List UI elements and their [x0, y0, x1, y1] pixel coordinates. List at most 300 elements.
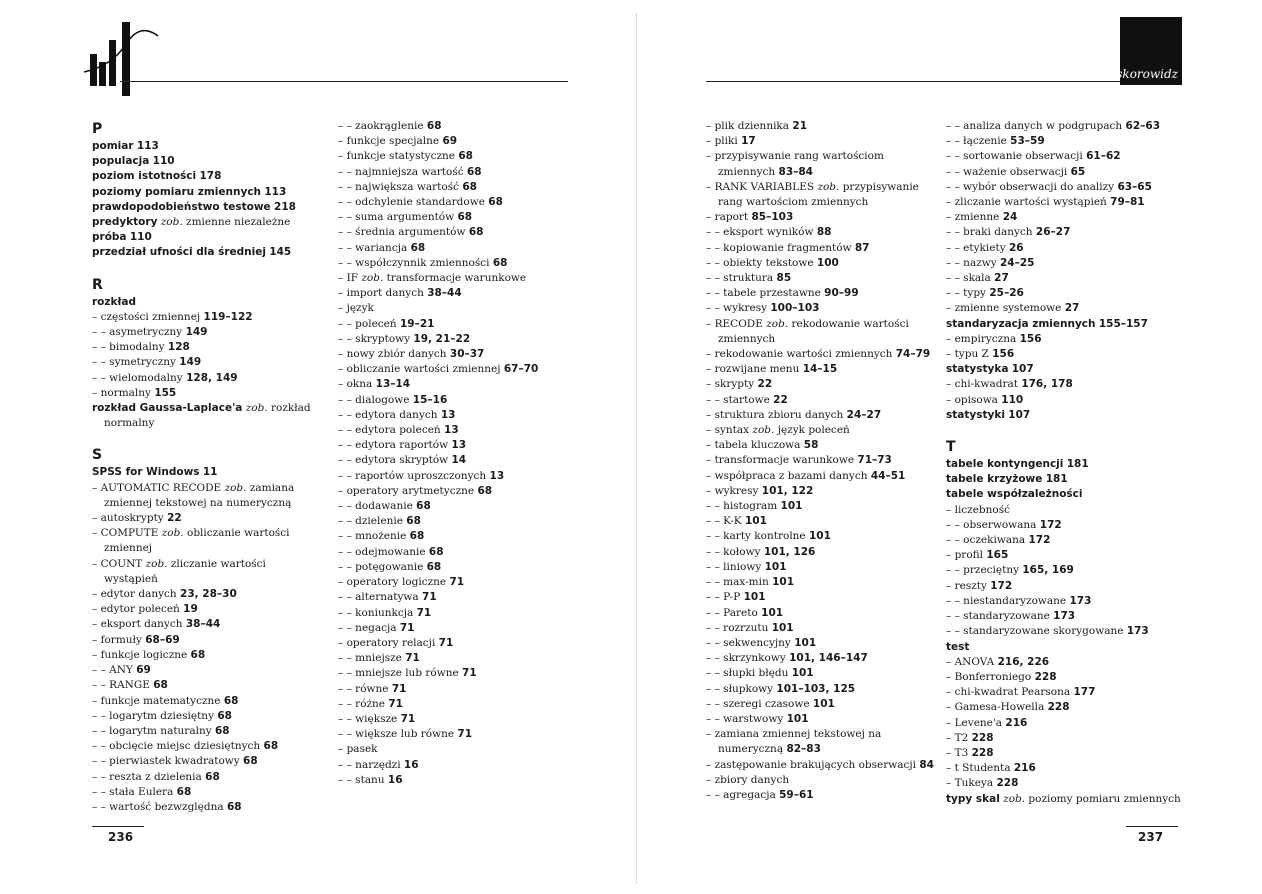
index-letter-heading: P [92, 121, 103, 137]
entry-pages: 172 [990, 579, 1013, 592]
entry-pages: 71 [400, 712, 416, 725]
entry-text: zmiennych [718, 332, 776, 345]
entry-text: – operatory relacji [338, 636, 436, 649]
index-entry [92, 230, 324, 245]
entry-pages: 79–81 [1110, 196, 1145, 209]
index-entry [706, 697, 942, 712]
index-entry [946, 271, 1196, 286]
entry-see-ref: zob. [224, 481, 247, 494]
entry-text: – zmienne systemowe [946, 302, 1062, 315]
section-tab [1116, 17, 1182, 85]
entry-text: – funkcje logiczne [92, 648, 188, 661]
entry-pages: 65 [1070, 165, 1086, 178]
index-entry [338, 423, 578, 438]
entry-pages: 165, 169 [1022, 564, 1074, 577]
entry-text: – RECODE [706, 317, 763, 330]
entry-heading: standaryzacja zmiennych [946, 317, 1096, 330]
entry-pages: 38–44 [427, 287, 462, 300]
chart-logo-icon [82, 14, 162, 96]
entry-text: – – bimodalny [92, 341, 165, 354]
entry-pages: 71–73 [857, 454, 892, 467]
entry-text: – – największa wartość [338, 180, 459, 193]
index-letter-heading: T [946, 439, 956, 456]
entry-pages: 128, 149 [186, 371, 238, 384]
index-entry [706, 286, 942, 301]
section-tab-label: skorowidz [1116, 67, 1178, 81]
entry-text: – wykresy [706, 484, 759, 497]
index-entry [706, 560, 942, 575]
index-entry [946, 594, 1196, 609]
entry-pages: 128 [167, 341, 190, 354]
entry-pages: 19 [183, 603, 198, 616]
entry-pages: 68 [492, 256, 508, 269]
entry-text: – eksport danych [92, 618, 183, 631]
entry-pages: 110 [1001, 393, 1024, 406]
entry-text: – operatory logiczne [338, 576, 447, 589]
entry-text: – – łączenie [946, 135, 1007, 148]
entry-text-continued: transformacje warunkowe [386, 272, 527, 285]
index-entry [338, 301, 578, 316]
entry-text: – – wybór obserwacji do analizy [946, 180, 1115, 193]
index-entry [338, 712, 578, 727]
index-entry [338, 575, 578, 590]
index-entry [946, 119, 1196, 134]
index-entry [946, 670, 1196, 685]
entry-pages: 53–59 [1010, 135, 1045, 148]
entry-pages: 101, 146–147 [789, 652, 868, 665]
entry-pages: 71 [391, 682, 407, 695]
entry-text: – funkcje specjalne [338, 135, 440, 148]
entry-text: – tabela kluczowa [706, 439, 801, 452]
index-entry [706, 606, 942, 621]
entry-text: – T3 [946, 746, 969, 759]
index-entry [338, 317, 578, 332]
entry-see-ref: zob. [161, 527, 184, 540]
entry-text: – liczebność [946, 503, 1011, 516]
entry-pages: 13–14 [375, 378, 411, 391]
entry-text: – częstości zmiennej [92, 310, 201, 323]
entry-see-ref: zob. [160, 216, 183, 229]
entry-text: – – liniowy [706, 560, 762, 573]
entry-text: – zbiory danych [706, 773, 790, 786]
entry-text: – – stanu [338, 773, 385, 786]
entry-text: – – ważenie obserwacji [946, 165, 1068, 178]
index-entry [92, 694, 324, 709]
entry-text: – chi-kwadrat [946, 378, 1018, 391]
entry-heading: typy skal [946, 792, 1000, 805]
entry-heading: statystyka [946, 363, 1009, 376]
index-entry [92, 340, 324, 355]
index-entry [946, 761, 1196, 776]
index-entry [92, 572, 324, 587]
entry-text: – – standaryzowane skorygowane [946, 625, 1124, 638]
index-entry [92, 496, 324, 511]
index-entry [946, 533, 1196, 548]
index-entry [92, 800, 324, 815]
index-entry [92, 295, 324, 310]
entry-text: – – agregacja [706, 788, 776, 801]
index-entry [706, 742, 942, 757]
entry-text: – – sortowanie obserwacji [946, 150, 1083, 163]
index-entry [338, 393, 578, 408]
entry-pages: 68 [217, 709, 232, 722]
index-entry [338, 499, 578, 514]
entry-pages: 63–65 [1117, 180, 1152, 193]
entry-pages: 68 [190, 648, 206, 661]
page-number-rule-right [1126, 826, 1178, 827]
entry-text: – – typy [946, 287, 986, 300]
index-entry [946, 518, 1196, 533]
entry-text: – COMPUTE [92, 527, 159, 540]
entry-see-ref: zob. [361, 272, 384, 285]
entry-pages: 156 [992, 348, 1015, 361]
index-entry [92, 355, 324, 370]
index-entry [92, 541, 324, 556]
entry-pages: 68 [223, 694, 239, 707]
index-entry [92, 416, 324, 431]
entry-pages: 21 [792, 120, 808, 132]
page-number-rule-left [92, 826, 144, 827]
index-entry [706, 377, 942, 392]
entry-pages: 61–62 [1086, 150, 1121, 163]
entry-pages: 68 [153, 679, 168, 692]
entry-pages: 24 [1002, 211, 1018, 224]
entry-text: – – edytora skryptów [338, 454, 449, 467]
entry-pages: 82–83 [786, 743, 821, 756]
entry-pages: 15–16 [412, 393, 448, 406]
entry-pages: 216 [1005, 716, 1028, 729]
index-entry [706, 575, 942, 590]
entry-heading: populacja [92, 155, 150, 168]
index-entry [92, 663, 324, 678]
index-entry [92, 169, 324, 184]
index-entry [706, 621, 942, 636]
entry-pages: 87 [854, 241, 870, 254]
entry-text: – funkcje statystyczne [338, 150, 455, 163]
entry-text: – – etykiety [946, 241, 1006, 254]
entry-pages: 14 [451, 454, 467, 467]
entry-text: – ANOVA [946, 655, 995, 668]
entry-pages: 101 [794, 636, 817, 649]
entry-pages: 19, 21–22 [413, 332, 471, 345]
entry-pages: 110 [152, 155, 175, 168]
index-entry [338, 180, 578, 195]
entry-pages: 71 [438, 636, 454, 649]
index-entry [92, 602, 324, 617]
index-entry [338, 621, 578, 636]
index-entry [338, 271, 578, 286]
index-entry [706, 438, 942, 453]
entry-text: – Tukeya [946, 777, 994, 790]
entry-pages: 83–84 [778, 165, 813, 178]
entry-text: – – odchylenie standardowe [338, 196, 485, 209]
entry-pages: 68 [488, 196, 503, 209]
entry-pages: 178 [199, 170, 222, 183]
index-entry [946, 746, 1196, 761]
entry-text: – – mnożenie [338, 530, 407, 543]
entry-text: – funkcje matematyczne [92, 694, 221, 707]
entry-pages: 11 [202, 466, 218, 479]
entry-text: – – K-K [706, 515, 742, 528]
entry-pages: 155–157 [1098, 317, 1148, 330]
entry-text: – – większe [338, 712, 398, 725]
index-entry [706, 682, 942, 697]
page-number-right: 237 [1138, 830, 1164, 844]
entry-text: – rekodowanie wartości zmiennych [706, 348, 893, 361]
entry-text-continued: język poleceń [777, 424, 850, 437]
entry-pages: 62–63 [1125, 120, 1161, 132]
entry-text: wystąpień [104, 572, 158, 585]
entry-text: – – max-min [706, 576, 769, 589]
entry-text: – – raportów uproszczonych [338, 469, 487, 482]
index-entry [92, 648, 324, 663]
index-entry [92, 770, 324, 785]
index-entry [92, 511, 324, 526]
entry-pages: 68 [226, 800, 242, 813]
index-entry [946, 776, 1196, 791]
entry-pages: 68 [462, 180, 477, 193]
entry-text: – – P-P [706, 591, 741, 604]
index-entry [706, 165, 942, 180]
entry-text: – AUTOMATIC RECODE [92, 481, 222, 494]
index-entry [946, 624, 1196, 639]
index-entry [946, 286, 1196, 301]
entry-text-continued: zamiana [249, 481, 295, 494]
entry-pages: 68 [263, 740, 279, 753]
entry-text: – transformacje warunkowe [706, 454, 855, 467]
index-entry [338, 606, 578, 621]
entry-pages: 71 [405, 652, 420, 665]
entry-pages: 44–51 [870, 469, 906, 482]
entry-text: – chi-kwadrat Pearsona [946, 686, 1071, 699]
entry-text: – – braki danych [946, 226, 1033, 239]
entry-text: – – edytora danych [338, 408, 438, 421]
index-entry [92, 154, 324, 169]
entry-text: – – kopiowanie fragmentów [706, 241, 852, 254]
index-entry [338, 165, 578, 180]
entry-pages: 101 [764, 560, 787, 573]
entry-pages: 216, 226 [997, 655, 1050, 668]
entry-pages: 101–103, 125 [776, 682, 856, 695]
entry-heading: predyktory [92, 216, 158, 229]
entry-pages: 101 [791, 667, 814, 680]
index-entry [706, 545, 942, 560]
entry-text: – – tabele przestawne [706, 287, 821, 300]
index-entry [338, 408, 578, 423]
entry-pages: 172 [1039, 518, 1062, 531]
index-column-236-2 [338, 119, 578, 788]
entry-pages: 58 [803, 439, 819, 452]
index-entry [92, 465, 324, 480]
index-entry [946, 195, 1196, 210]
entry-pages: 101, 126 [763, 545, 816, 558]
entry-pages: 67–70 [503, 363, 539, 376]
entry-text: – – ANY [92, 664, 133, 677]
entry-pages: 25–26 [989, 287, 1024, 300]
entry-text: – zamiana zmiennej tekstowej na [706, 728, 882, 741]
index-entry [946, 134, 1196, 149]
index-entry [92, 633, 324, 648]
index-entry [92, 526, 324, 541]
entry-pages: 100 [816, 256, 839, 269]
entry-text: – – obserwowana [946, 518, 1037, 531]
entry-pages: 68 [243, 755, 258, 768]
entry-pages: 68 [458, 150, 473, 163]
entry-text: – – różne [338, 697, 386, 710]
index-entry [706, 469, 942, 484]
entry-text: – pliki [706, 135, 738, 148]
entry-see-ref: zob. [752, 424, 775, 437]
index-entry [946, 165, 1196, 180]
entry-pages: 69 [136, 664, 151, 677]
index-entry [706, 727, 942, 742]
index-entry [338, 362, 578, 377]
entry-text: – formuły [92, 633, 142, 646]
entry-text: – – warstwowy [706, 712, 784, 725]
index-entry [338, 727, 578, 742]
index-entry [706, 134, 942, 149]
entry-pages: 68 [477, 484, 493, 497]
entry-text: – – karty kontrolne [706, 530, 806, 543]
entry-pages: 216 [1013, 762, 1036, 775]
entry-text: – profil [946, 549, 984, 562]
entry-pages: 107 [1011, 363, 1034, 376]
page-gutter [636, 14, 638, 884]
entry-pages: 68 [214, 724, 230, 737]
entry-pages: 68 [426, 120, 442, 132]
index-entry [92, 215, 324, 230]
entry-text: – COUNT [92, 557, 143, 570]
entry-heading: przedział ufności dla średniej [92, 246, 266, 259]
index-entry [706, 712, 942, 727]
index-entry [946, 393, 1196, 408]
index-entry [92, 617, 324, 632]
index-entry [706, 484, 942, 499]
index-entry [946, 685, 1196, 700]
index-entry [338, 758, 578, 773]
entry-text: – – potęgowanie [338, 560, 424, 573]
index-entry [92, 139, 324, 154]
entry-pages: 23, 28–30 [180, 588, 237, 601]
index-entry [338, 241, 578, 256]
entry-text-continued: zliczanie wartości [170, 557, 266, 570]
index-entry [338, 742, 578, 757]
entry-text: – – wariancja [338, 241, 408, 254]
entry-text: – okna [338, 378, 373, 391]
entry-pages: 22 [757, 378, 773, 391]
index-entry [338, 119, 578, 134]
entry-text: – – eksport wyników [706, 226, 814, 239]
entry-pages: 228 [996, 777, 1019, 790]
entry-pages: 26 [1008, 241, 1024, 254]
entry-text: – opisowa [946, 393, 998, 406]
entry-text: zmiennych [718, 165, 776, 178]
entry-text: – – współczynnik zmienności [338, 256, 490, 269]
index-letter-heading: R [92, 276, 103, 293]
entry-pages: 101 [786, 712, 809, 725]
entry-heading: poziomy pomiaru zmiennych [92, 185, 262, 198]
entry-text: – IF [338, 272, 359, 285]
entry-pages: 85–103 [751, 211, 794, 224]
entry-text: – – mniejsze lub równe [338, 667, 459, 680]
index-entry [946, 149, 1196, 164]
entry-pages: 27 [1064, 302, 1080, 315]
index-entry [946, 640, 1196, 655]
entry-text: – obliczanie wartości zmiennej [338, 363, 501, 376]
entry-pages: 100–103 [770, 302, 820, 315]
index-entry [92, 371, 324, 386]
entry-text: – nowy zbiór danych [338, 348, 447, 361]
index-entry [92, 185, 324, 200]
entry-text: – zmienne [946, 211, 1000, 224]
index-entry [92, 386, 324, 401]
index-entry [946, 487, 1196, 502]
entry-text: – – reszta z dzielenia [92, 770, 202, 783]
entry-pages: 68 [176, 785, 192, 798]
index-entry [946, 256, 1196, 271]
entry-pages: 110 [129, 231, 152, 244]
index-entry [338, 453, 578, 468]
entry-pages: 177 [1073, 686, 1096, 699]
entry-text: – – koniunkcja [338, 606, 414, 619]
index-entry [338, 651, 578, 666]
entry-pages: 68 [406, 515, 421, 528]
entry-text: – – oczekiwana [946, 534, 1026, 547]
entry-text: – Levene'a [946, 716, 1003, 729]
index-entry [946, 225, 1196, 240]
index-entry [338, 377, 578, 392]
entry-pages: 173 [1126, 625, 1149, 638]
entry-text: – – kołowy [706, 545, 761, 558]
index-entry [338, 347, 578, 362]
entry-text: – – edytora raportów [338, 439, 449, 452]
entry-text: – – szeregi czasowe [706, 697, 810, 710]
entry-heading: próba [92, 231, 127, 244]
index-entry [92, 557, 324, 572]
index-entry [92, 401, 324, 416]
entry-text: – – obiekty tekstowe [706, 256, 814, 269]
entry-pages: 181 [1045, 473, 1068, 486]
index-entry [706, 423, 942, 438]
entry-pages: 69 [442, 135, 458, 148]
index-entry [338, 225, 578, 240]
entry-pages: 228 [971, 746, 994, 759]
entry-pages: 84 [919, 758, 934, 771]
index-entry [706, 514, 942, 529]
entry-text: – – równe [338, 682, 389, 695]
index-entry [338, 773, 578, 788]
entry-text: – – skrzynkowy [706, 652, 786, 665]
index-column-237-1 [706, 119, 942, 803]
index-entry [338, 210, 578, 225]
index-entry [706, 393, 942, 408]
entry-text: – zastępowanie brakujących obserwacji [706, 758, 917, 771]
entry-text: – empiryczna [946, 332, 1017, 345]
entry-pages: 68 [416, 500, 431, 513]
index-entry [706, 636, 942, 651]
entry-text: – – większe lub równe [338, 728, 455, 741]
entry-pages: 101 [780, 500, 803, 513]
entry-heading: tabele kontyngencji [946, 458, 1064, 471]
entry-text: poziomy pomiaru zmiennych [1028, 792, 1181, 805]
entry-text: – – alternatywa [338, 591, 419, 604]
entry-text: – – Pareto [706, 606, 758, 619]
index-entry [946, 180, 1196, 195]
index-entry [706, 332, 942, 347]
entry-pages: 119–122 [203, 310, 253, 323]
index-entry [706, 499, 942, 514]
entry-text: – – mniejsze [338, 652, 402, 665]
